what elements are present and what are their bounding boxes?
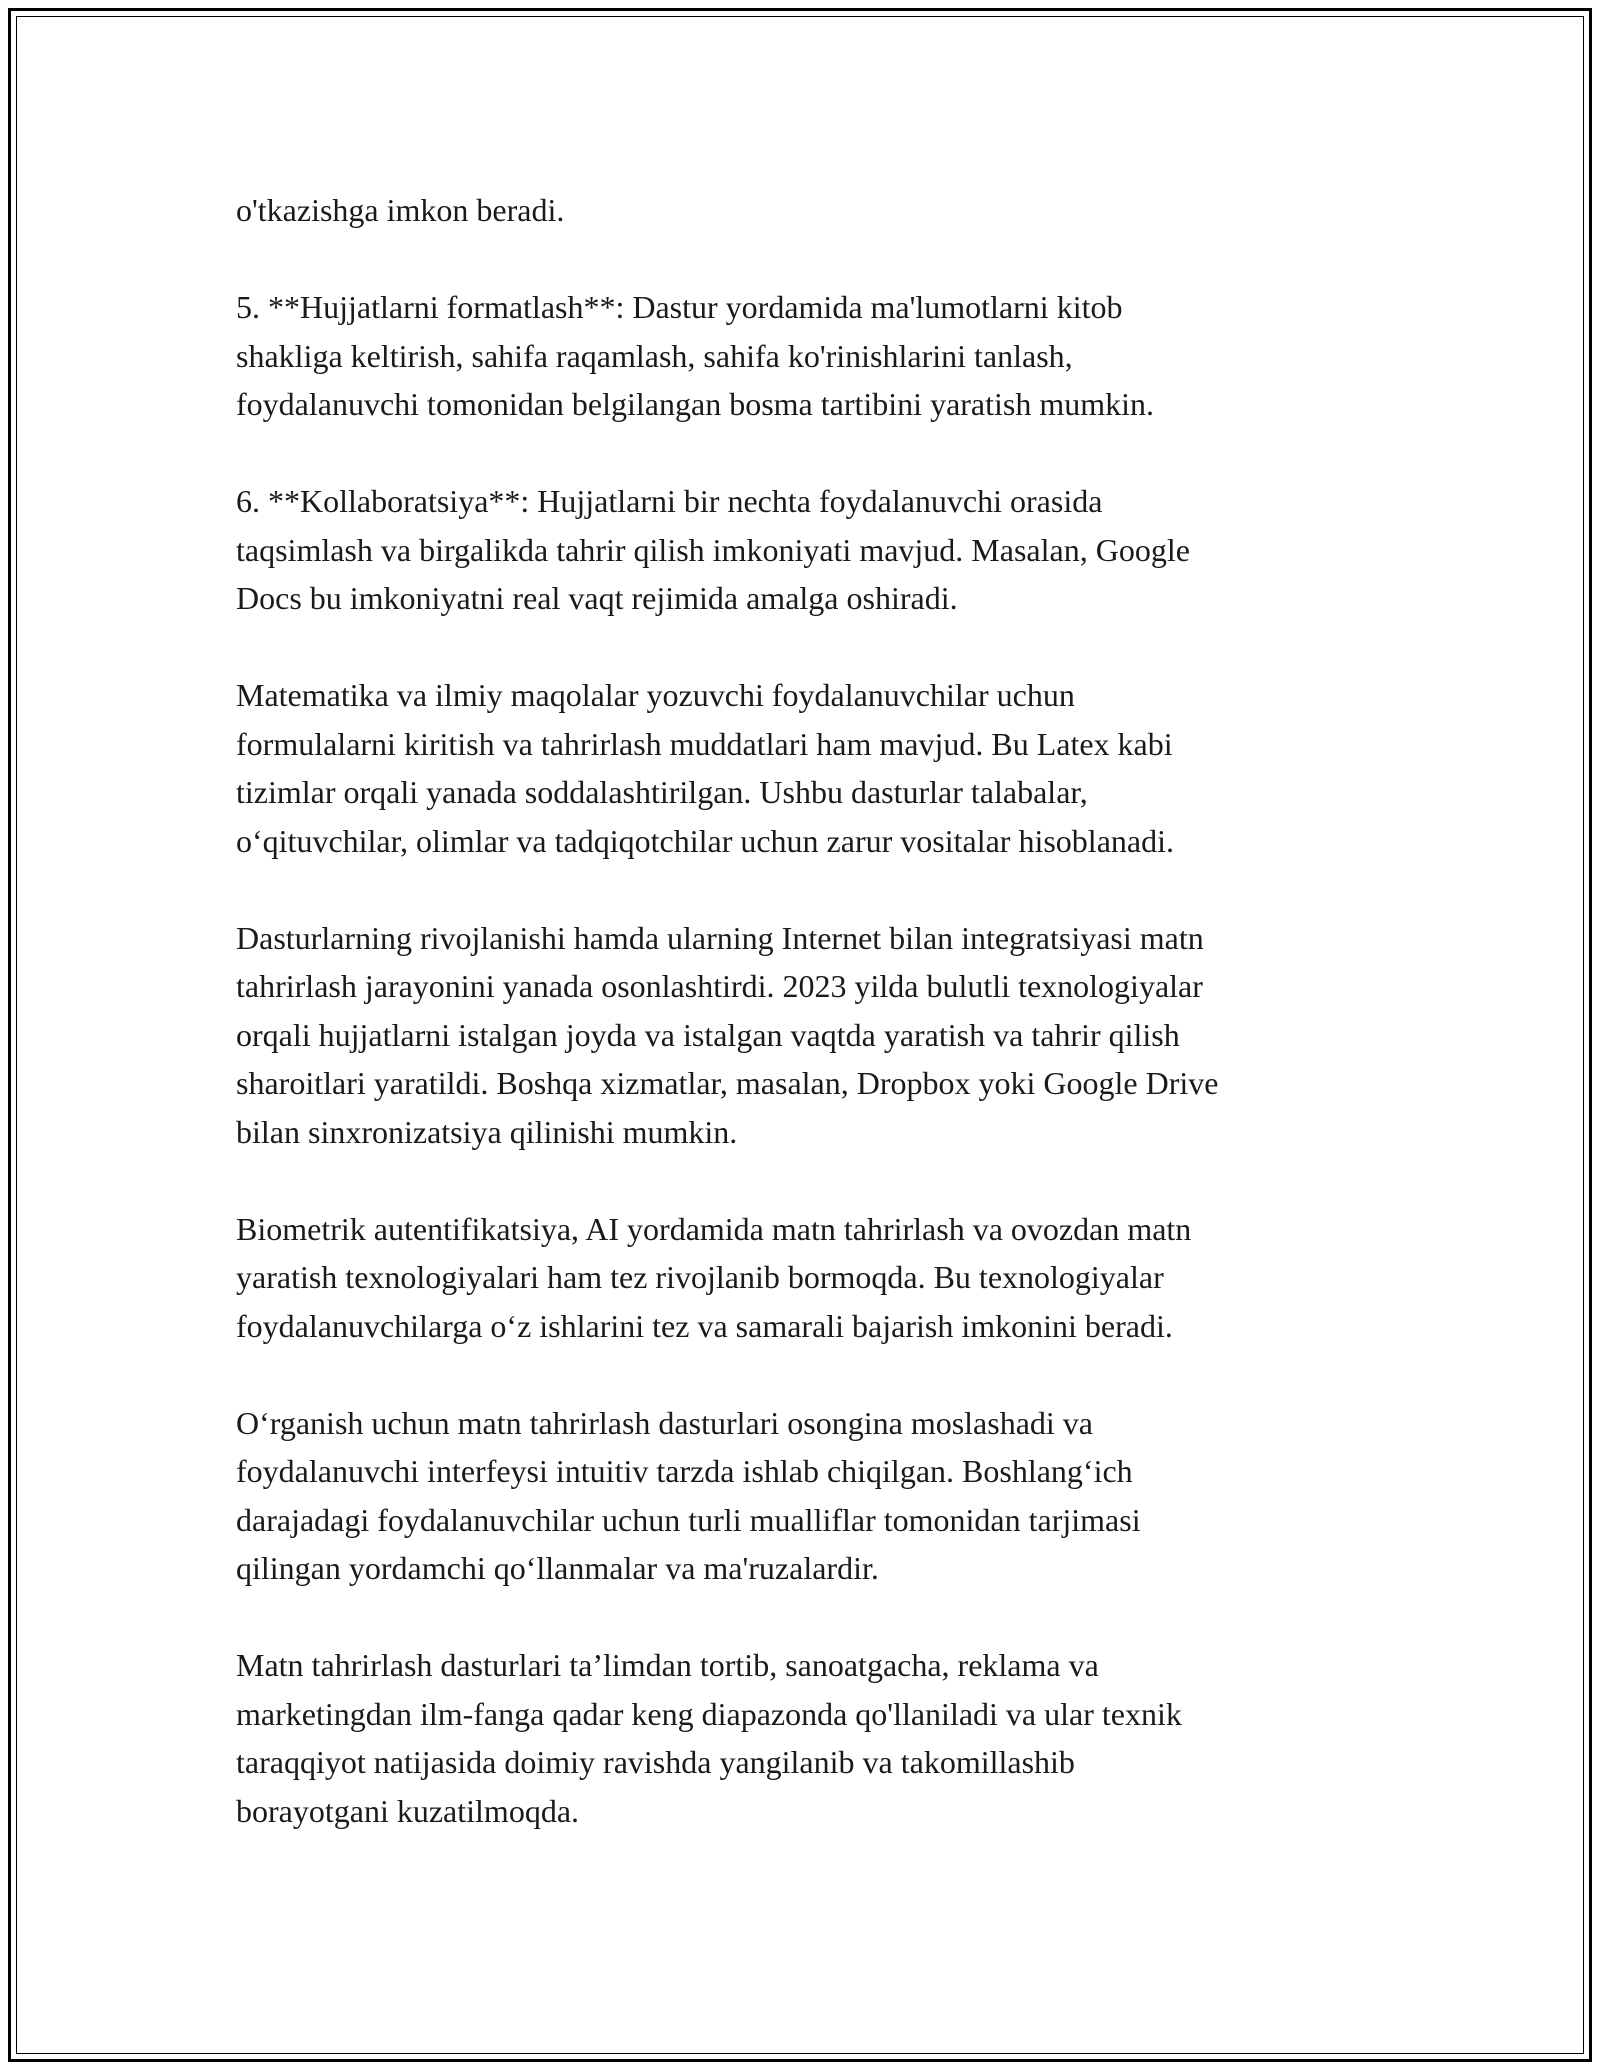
paragraph-internet-integration: Dasturlarning rivojlanishi hamda ularning Internet bilan integratsiyasi matn tahrirlash jarayonini yanada osonlashtirdi. 2023 yilda bulutli texnologiyalar orqali hujjatlarni istalgan joyda va istalgan vaqtda yaratish va tahrir qilish sharoitlari yaratildi. Boshqa xizmatlar, masalan, Dropbox yoki Google Drive bilan sinxronizatsiya qilinishi mumkin. bbox=[236, 919, 1219, 1150]
document-body bbox=[236, 186, 1376, 1884]
paragraph-applications: Matn tahrirlash dasturlari ta’limdan tortib, sanoatgacha, reklama va marketingdan ilm-fanga qadar keng diapazonda qo'llaniladi va ular texnik taraqqiyot natijasida doimiy ravishda yangilanib va takomillashib borayotgani kuzatilmoqda. bbox=[236, 1647, 1182, 1829]
paragraph-formatting: 5. **Hujjatlarni formatlash**: Dastur yordamida ma'lumotlarni kitob shakliga keltirish, sahifa raqamlash, sahifa ko'rinishlarini tanlash, foydalanuvchi tomonidan belgilangan bosma tartibini yaratish mumkin. bbox=[236, 289, 1155, 422]
paragraph-continuation: o'tkazishga imkon beradi. bbox=[236, 192, 565, 228]
paragraph-learning: O‘rganish uchun matn tahrirlash dasturlari osongina moslashadi va foydalanuvchi interfeysi intuitiv tarzda ishlab chiqilgan. Boshlang‘ich darajadagi foydalanuvchilar uchun turli mualliflar tomonidan tarjimasi qilingan yordamchi qo‘llanmalar va ma'ruzalardir. bbox=[236, 1404, 1141, 1586]
paragraph-biometric-ai: Biometrik autentifikatsiya, AI yordamida matn tahrirlash va ovozdan matn yaratish texnologiyalari ham tez rivojlanib bormoqda. Bu texnologiyalar foydalanuvchilarga o‘z ishlarini tez va samarali bajarish imkonini beradi. bbox=[236, 1210, 1192, 1344]
paragraph-collaboration: 6. **Kollaboratsiya**: Hujjatlarni bir nechta foydalanuvchi orasida taqsimlash va birgalikda tahrir qilish imkoniyati mavjud. Masalan, Google Docs bu imkoniyatni real vaqt rejimida amalga oshiradi. bbox=[236, 483, 1190, 616]
paragraph-math-formulas: Matematika va ilmiy maqolalar yozuvchi foydalanuvchilar uchun formulalarni kiritish va tahrirlash muddatlari ham mavjud. Bu Latex kabi tizimlar orqali yanada soddalashtirilgan. Ushbu dasturlar talabalar, o‘qituvchilar, olimlar va tadqiqotchilar uchun zarur vositalar hisoblanadi. bbox=[236, 677, 1174, 859]
